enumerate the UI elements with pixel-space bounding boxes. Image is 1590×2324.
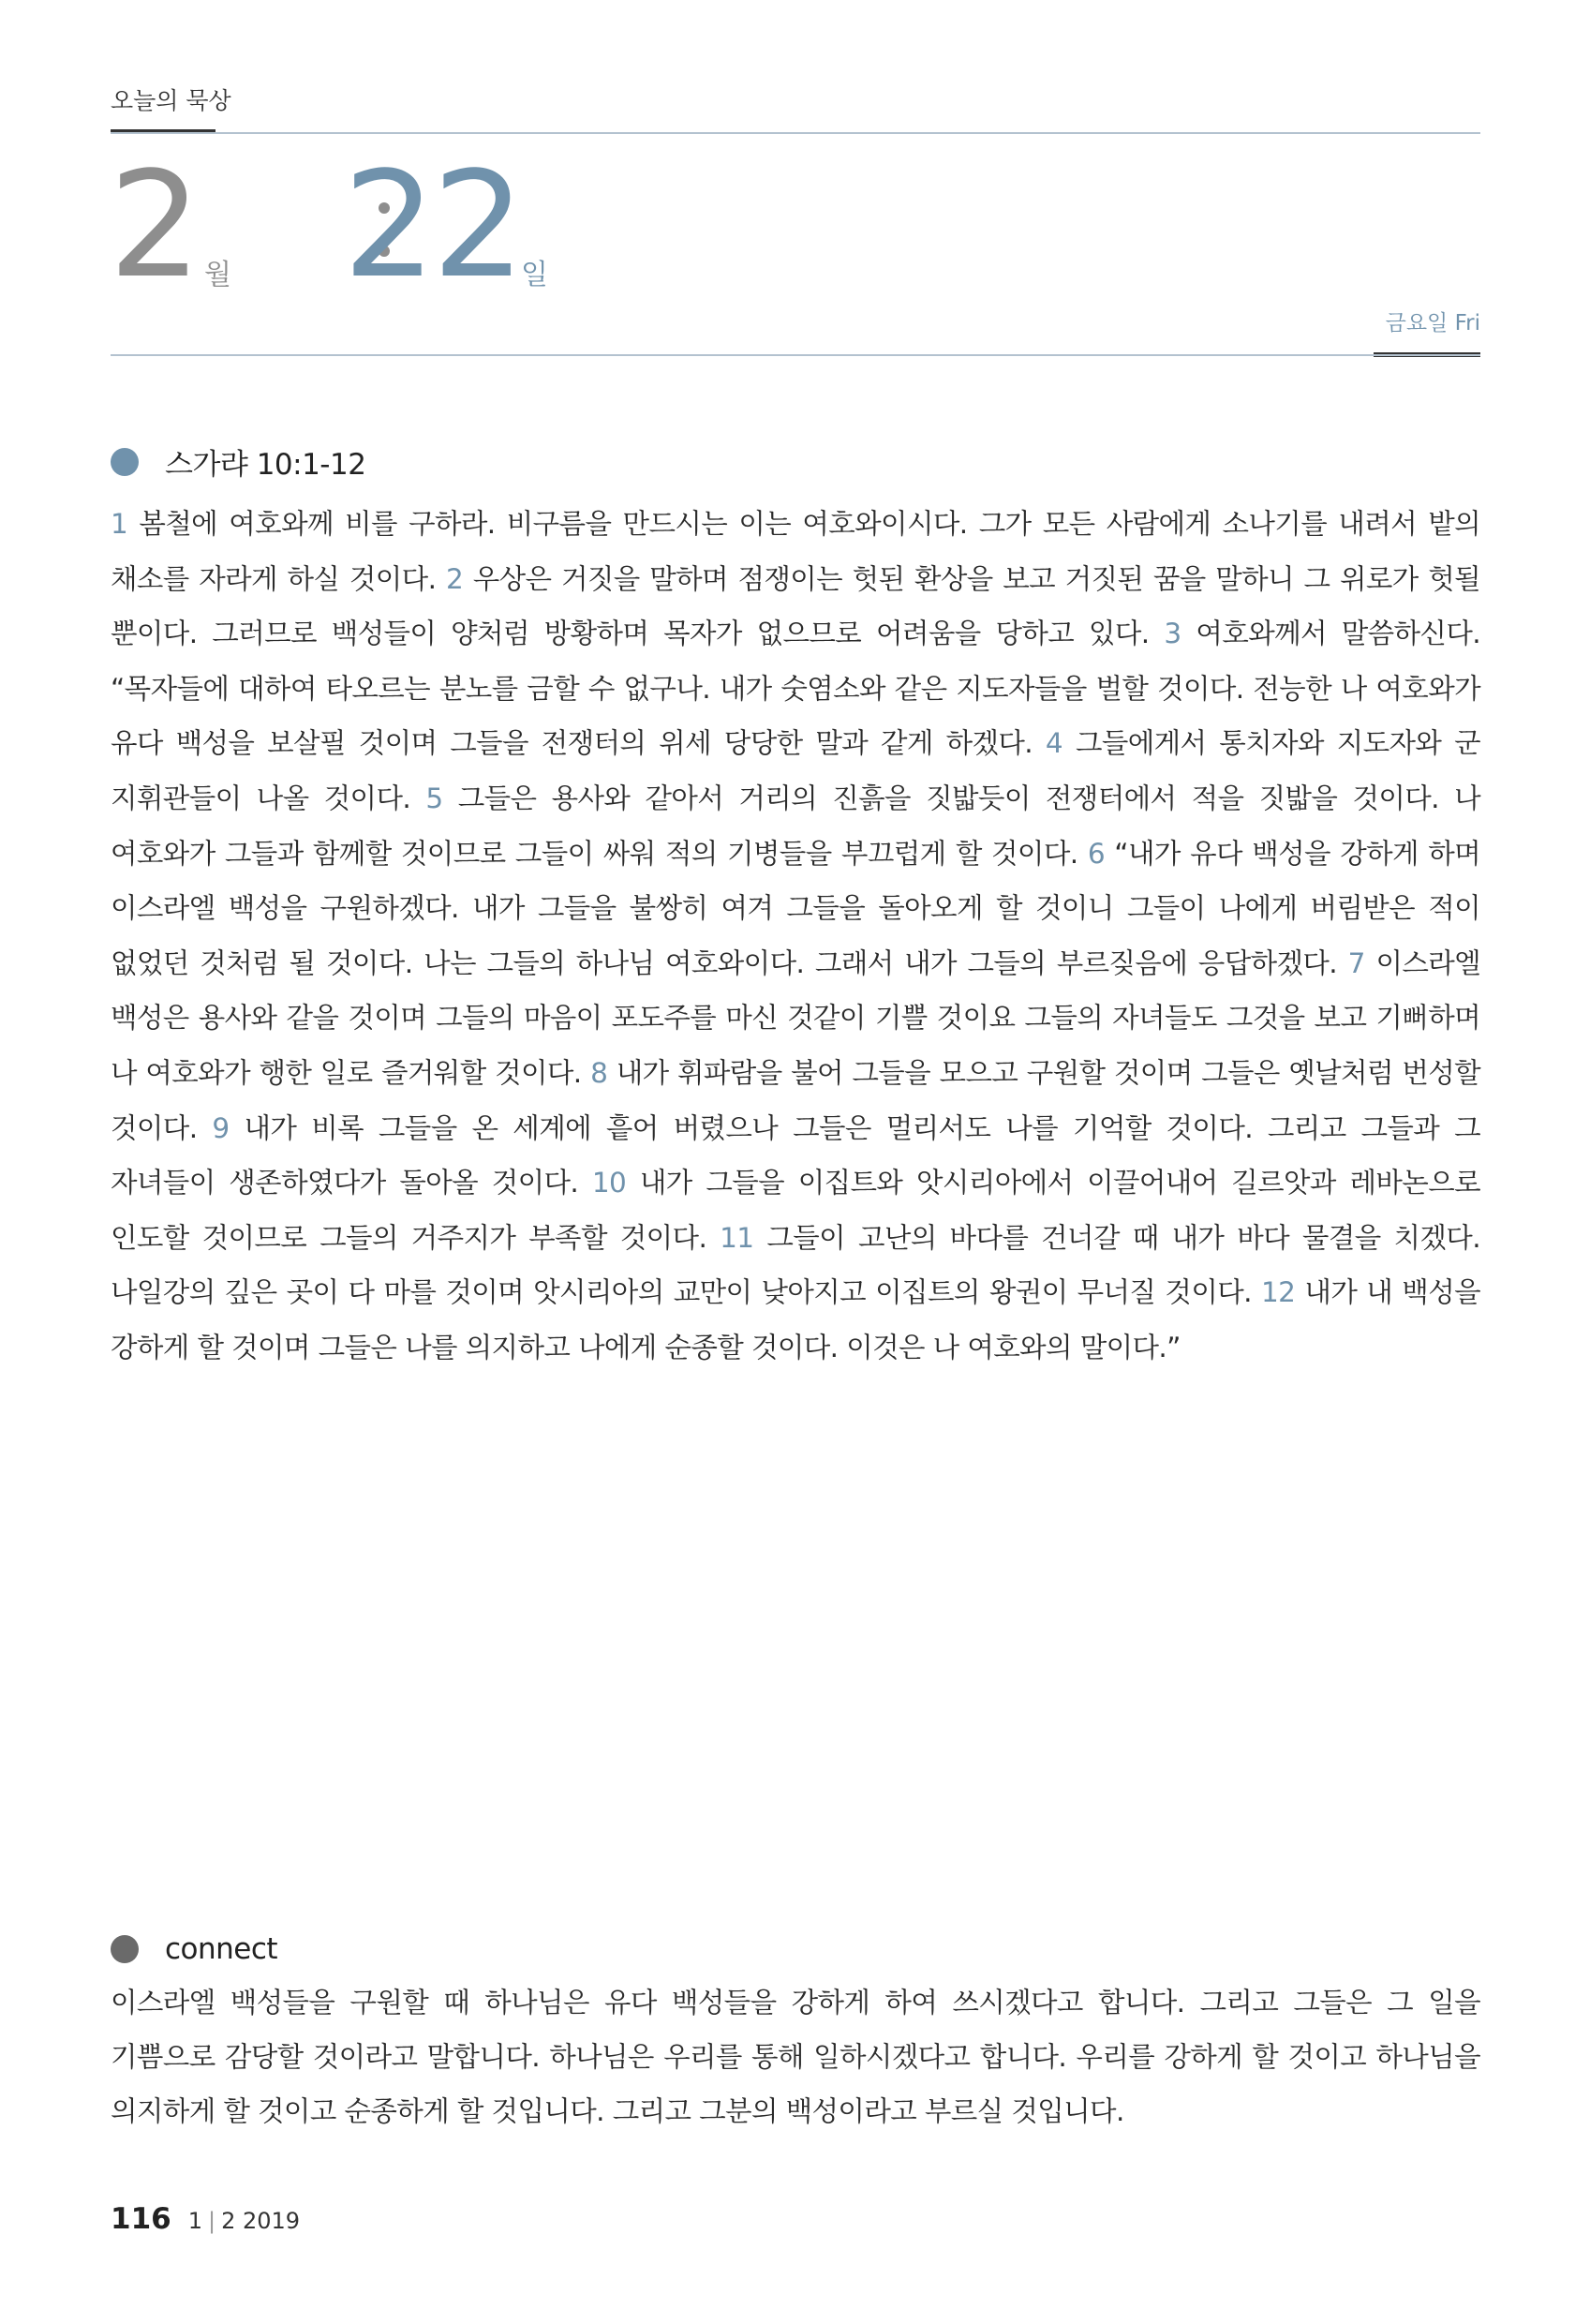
day-number: 22 xyxy=(343,140,522,310)
month-number: 2 xyxy=(109,140,199,310)
section-label: 오늘의 묵상 xyxy=(111,87,231,114)
bullet-icon xyxy=(111,1935,139,1963)
weekday-label: 금요일 Fri xyxy=(1385,311,1480,335)
issue-separator: | xyxy=(208,2208,216,2234)
verse-text: 우상은 거짓을 말하며 점쟁이는 헛된 환상을 보고 거짓된 꿈을 말하니 그 위로가 헛될 뿐이다. 그러므로 백성들이 양처럼 방황하며 목자가 없으므로 어려움을 당하고 있다. xyxy=(111,562,1481,650)
verse-text: 그들에게서 통치자와 지도자와 군 지휘관들이 나올 것이다. xyxy=(111,727,1481,814)
verse-number: 5 xyxy=(425,782,443,814)
verse-text: 그들은 용사와 같아서 거리의 진흙을 짓밟듯이 전쟁터에서 적을 짓밟을 것이다. 나 여호와가 그들과 함께할 것이므로 그들이 싸워 적의 기병들을 부끄럽게 할 것이다. xyxy=(111,782,1481,870)
verse-text: 내가 비록 그들을 온 세계에 흩어 버렸으나 그들은 멀리서도 나를 기억할 것이다. 그리고 그들과 그 자녀들이 생존하였다가 돌아올 것이다. xyxy=(111,1111,1480,1199)
connect-heading xyxy=(111,1932,277,1966)
verse-number: 8 xyxy=(590,1056,608,1089)
verse-number: 4 xyxy=(1045,727,1063,760)
issue-month: 1 xyxy=(187,2208,202,2234)
verse-text: 그들이 고난의 바다를 건너갈 때 내가 바다 물결을 치겠다. 나일강의 깊은 곳이 다 마를 것이며 앗시리아의 교만이 낮아지고 이집트의 왕권이 무너질 것이다. xyxy=(111,1221,1480,1309)
month-unit: 월 xyxy=(204,259,231,291)
verse-text: 여호와께서 말씀하신다. “목자들에 대하여 타오르는 분노를 금할 수 없구나. 내가 숫염소와 같은 지도자들을 벌할 것이다. 전능한 나 여호와가 유다 백성을 보살필 것이며 그들을 전쟁터의 위세 당당한 말과 같게 하겠다. xyxy=(111,618,1481,760)
verse-text: 이스라엘 백성은 용사와 같을 것이며 그들의 마음이 포도주를 마신 것같이 기쁠 것이요 그들의 자녀들도 그것을 보고 기뻐하며 나 여호와가 행한 일로 즐거워할 것이다. xyxy=(111,946,1481,1089)
bullet-icon xyxy=(111,448,139,476)
header-bottom-divider xyxy=(111,354,1480,356)
issue-date: 2 2019 xyxy=(221,2208,301,2234)
issue-info xyxy=(188,2208,300,2234)
connect-text: 이스라엘 백성들을 구원할 때 하나님은 유다 백성들을 강하게 하여 쓰시겠다고 합니다. 그리고 그들은 그 일을 기쁨으로 감당할 것이라고 말합니다. 하나님은 우리를 통해 일하시겠다고 합니다. 우리를 강하게 할 것이고 하나님을 의지하게 할 것이고 순종하게 할 것입니다. 그리고 그분의 백성이라고 부르실 것입니다. xyxy=(111,1987,1480,2127)
page-number: 116 xyxy=(111,2202,171,2236)
verse-text: 봄철에 여호와께 비를 구하라. 비구름을 만드시는 이는 여호와이시다. 그가 모든 사람에게 소나기를 내려서 밭의 채소를 자라게 하실 것이다. xyxy=(111,508,1481,595)
verse-number: 11 xyxy=(720,1221,754,1254)
connect-title: connect xyxy=(165,1932,278,1966)
verse-number: 10 xyxy=(591,1167,627,1199)
verse-number: 7 xyxy=(1347,946,1365,979)
verse-text: 내가 그들을 이집트와 앗시리아에서 이끌어내어 길르앗과 레바논으로 인도할 것이므로 그들의 거주지가 부족할 것이다. xyxy=(111,1167,1480,1254)
verse-number: 9 xyxy=(212,1111,230,1144)
verse-number: 2 xyxy=(445,562,464,595)
header-top-divider xyxy=(111,132,1480,134)
verse-number: 6 xyxy=(1087,837,1105,870)
scripture-heading xyxy=(111,440,365,483)
verse-number: 3 xyxy=(1164,618,1181,650)
day-unit: 일 xyxy=(521,259,548,291)
verse-text: 내가 휘파람을 불어 그들을 모으고 구원할 것이며 그들은 옛날처럼 번성할 것이다. xyxy=(111,1056,1481,1144)
verse-text: 내가 내 백성을 강하게 할 것이며 그들은 나를 의지하고 나에게 순종할 것이다. 이것은 나 여호와의 말이다.” xyxy=(111,1276,1480,1363)
scripture-reference: 스가랴 10:1-12 xyxy=(165,448,366,482)
page-footer xyxy=(111,2202,300,2236)
verse-text: “내가 유다 백성을 강하게 하며 이스라엘 백성을 구원하겠다. 내가 그들을 불쌍히 여겨 그들을 돌아오게 할 것이니 그들이 나에게 버림받은 적이 없었던 것처럼 될 것이다. 나는 그들의 하나님 여호와이다. 그래서 내가 그들의 부르짖음에 응답하겠다. xyxy=(111,837,1480,979)
scripture-text xyxy=(111,497,1480,1376)
verse-number: 12 xyxy=(1260,1276,1296,1309)
verse-number: 1 xyxy=(111,508,128,540)
